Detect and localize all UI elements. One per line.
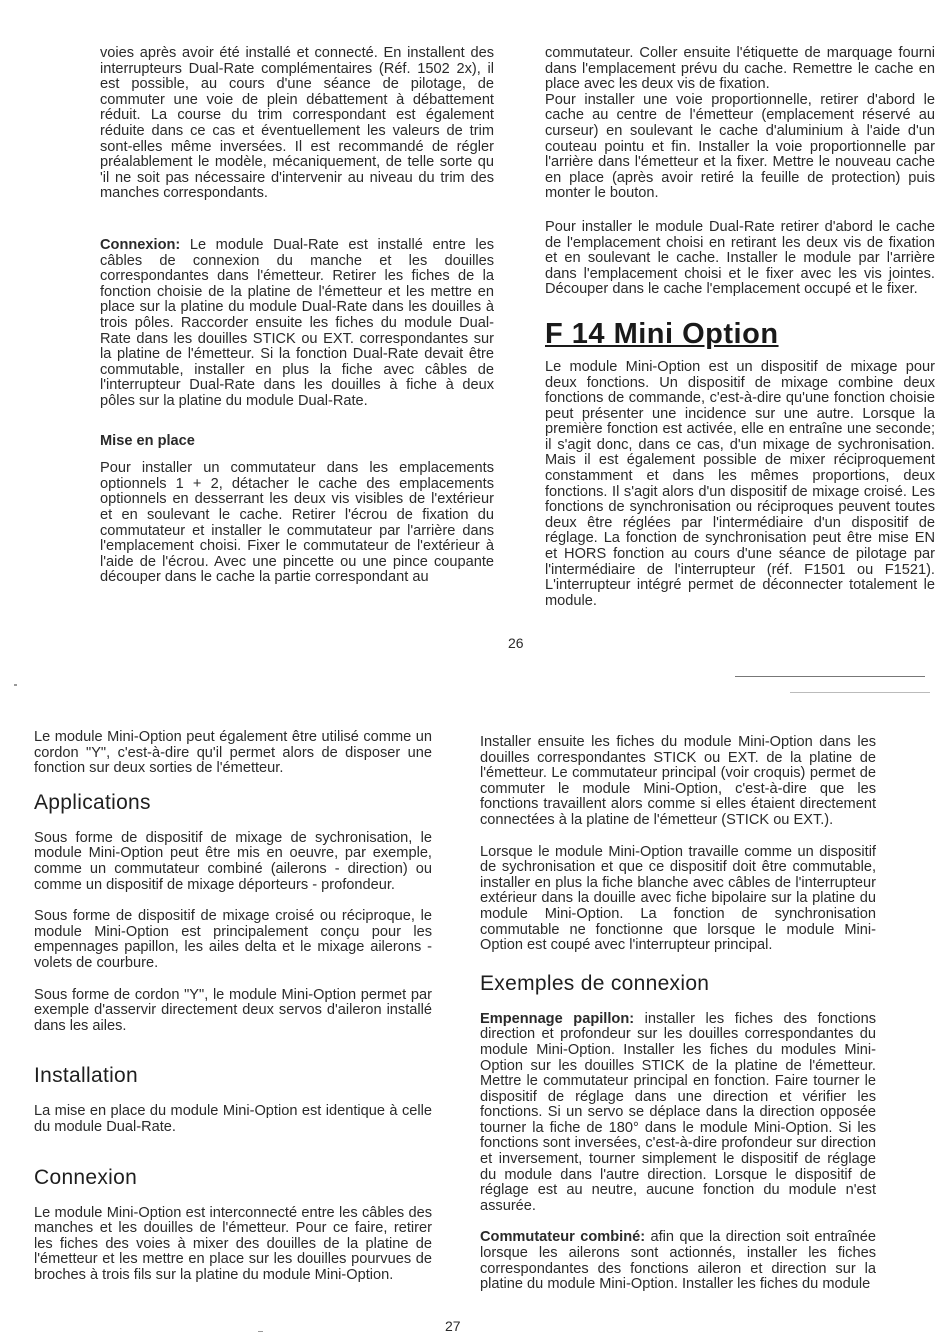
scan-speck (14, 684, 17, 686)
paragraph: Le module Mini-Option peut également être utilisé comme un cordon "Y", c'est-à-dire qu'il permet alors de disposer une fonction sur deux sorties de l'émetteur. (34, 729, 432, 777)
page-number: 26 (508, 635, 524, 651)
paragraph-text: installer les fiches des fonctions direction et profondeur sur les douilles correspondantes du module Mini-Option. Installer les fiches du modules Mini-Option sur les douilles STICK de la platine de l'émetteur. Mettre le commutateur principal en fonction. Faire tourner le dispositif de réglage dans une direction et vérifier les fonctions. Si un servo se déplace dans la direction opposée tourner la fiche de 180° dans le module Mini-Option. Si les fonctions sont inversées, c'est-à-dire profondeur sur direction et inversement, tourner simplement le dispositif de réglage du module dans l'autre direction. Lorsque le dispositif de réglage est au neutre, aucune fonction du module n'est assurée. (480, 1010, 876, 1214)
section-heading: Connexion (34, 1165, 138, 1189)
run-in-label: Commutateur combiné: (480, 1229, 646, 1246)
section-heading: Applications (34, 790, 151, 814)
paragraph: Le module Mini-Option est un dispositif de mixage pour deux fonctions. Un dispositif de mixage combine deux fonctions de commande, c'est-à-dire qu'une fonction choisie peut présenter une incidence sur une autre. Lorsque la première fonction est activée, elle en entraîne une seconde; il s'agit donc, dans ce cas, d'un mixage de sychronisation. Mais il est également possible de mixer réciproquement constamment et dans les mêmes proportions, deux fonctions. Il s'agit alors d'un dispositif de mixage croisé. Les fonctions de synchronisation ou réciproques peuvent toutes deux être réglées par l'intermédiaire d'un dispositif de réglage. La fonction de synchronisation peut être mise EN et HORS fonction au cours d'une séance de pilotage par l'intermédiaire de l'interrupteur (réf. F1501 ou F1521). L'interrupteur intégré permet de déconnecter totalement le module. (545, 358, 935, 609)
page-26-right-column (545, 46, 935, 609)
page-27-right-column (480, 735, 876, 1293)
paragraph: Lorsque le module Mini-Option travaille comme un dispositif de sychronisation et que ce dispositif doit être commutable, installer en plus la fiche blanche avec câbles de l'interrupteur extérieur dans la douille avec fiche bipolaire sur la platine du module Mini-Option. La fonction de synchronisation commutable ne fonctionne que lorsque le module Mini-Option est coupé avec l'interrupteur principal. (480, 843, 876, 954)
paragraph (100, 238, 494, 410)
section-heading: Installation (34, 1064, 138, 1088)
section-title: F 14 Mini Option (545, 317, 779, 350)
paragraph (480, 1230, 876, 1292)
paragraph: La mise en place du module Mini-Option est identique à celle du module Dual-Rate. (34, 1103, 432, 1135)
paragraph: Pour installer une voie proportionnelle, retirer d'abord le cache au centre de l'émetteur (emplacement réservé au curseur) en soulevant le cache d'aluminium à l'aide d'un couteau pointu et fin. Installer la voie proportionnelle par l'arrière dans l'émetteur et la fixer. Mettre le nouveau cache en place (après avoir retiré la feuille de protection) puis monter le bouton. (545, 91, 935, 202)
paragraph: Sous forme de dispositif de mixage de sychronisation, le module Mini-Option peut être mis en oeuvre, par exemple, comme un commutateur combiné (ailerons - direction) ou comme un dispositif de mixage déporteurs - profondeur. (34, 829, 432, 893)
run-in-label: Connexion: (100, 237, 181, 253)
paragraph (480, 1012, 876, 1215)
paragraph: Pour installer le module Dual-Rate retirer d'abord le cache de l'emplacement choisi en retirant les deux vis de fixation et en soulevant le cache. Installer le module par l'arrière dans l'emplacement choisi et le fixer avec les vis jointes. Découper dans le cache l'emplacement occupé et le fixer. (545, 218, 935, 298)
page-separator-line (790, 692, 930, 693)
run-in-label: Empennage papillon: (480, 1010, 635, 1027)
paragraph: Sous forme de cordon "Y", le module Mini-Option permet par exemple d'asservir directement deux servos d'aileron installé dans les ailes. (34, 986, 432, 1034)
subheading: Mise en place (100, 432, 195, 449)
paragraph: Le module Mini-Option est interconnecté entre les câbles des manches et les douilles de l'émetteur. Pour ce faire, retirer les fiches des voies à mixer des douilles de la platine de l'émetteur et les mettre en place sur les douilles pourvues de broches à trois fils sur la platine du module Mini-Option. (34, 1204, 432, 1283)
paragraph: commutateur. Coller ensuite l'étiquette de marquage fourni dans l'emplacement prévu du cache. Remettre le cache en place avec les deux vis de fixation. (545, 45, 935, 93)
paragraph-text: afin que la direction soit entraînée lorsque les ailerons sont actionnés, installer les fiches correspondantes des fonctions aileron et direction sur la platine du module Mini-Option. Installer les fiches du module (480, 1229, 876, 1293)
page-27-left-column (34, 730, 432, 1283)
paragraph: Sous forme de dispositif de mixage croisé ou réciproque, le module Mini-Option est principalement conçu pour les empennages papillon, les ailes delta et le mixage ailerons - volets de courbure. (34, 908, 432, 971)
scan-speck (258, 1331, 263, 1332)
page-number: 27 (445, 1318, 461, 1334)
page-separator-line (735, 676, 925, 677)
page-26-left-column (100, 46, 494, 586)
paragraph-text: Le module Dual-Rate est installé entre les câbles de connexion du manche et les douilles correspondantes dans l'émetteur. Retirer les fiches de la fonction choisie de la platine de l'émetteur et les mettre en place sur la platine du module Dual-Rate dans les douilles à trois pôles. Raccorder ensuite les fiches du module Dual-Rate dans les douilles STICK ou EXT. correspondantes sur la platine de l'émetteur. Si la fonction Dual-Rate devait être commutable, installer en plus la fiche avec câbles de l'interrupteur Dual-Rate dans les douilles à fiche à deux pôles sur la platine du module Dual-Rate. (100, 237, 494, 409)
section-heading: Exemples de connexion (480, 971, 710, 995)
paragraph: Installer ensuite les fiches du module Mini-Option dans les douilles correspondantes STICK ou EXT. de la platine de l'émetteur. Le commutateur principal (voir croquis) permet de commuter le module Mini-Option, c'est-à-dire que les fonctions travaillent alors comme si elles étaient directement connectées à la platine de l'émetteur (STICK ou EXT.). (480, 734, 876, 828)
paragraph: Pour installer un commutateur dans les emplacements optionnels 1 + 2, détacher le cache des emplacements optionnels en desserrant les deux vis visibles de l'extérieur et en soulevant le cache. Retirer l'écrou de fixation du commutateur et installer le commutateur par l'arrière dans l'emplacement choisi. Fixer le commutateur de l'extérieur à l'aide de l'écrou. Avec une pincette ou une pince coupante découper dans le cache la partie correspondant au (100, 460, 494, 586)
paragraph: voies après avoir été installé et connecté. En installent des interrupteurs Dual-Rate complémentaires (Réf. 1502 2x), il est possible, au cours d'une séance de pilotage, de commuter une voie de plein débattement à débattement réduit. La course du trim correspondant est également réduite dans ce cas et éventuellement les valeurs de trim sont-elles même inversées. Il est recommandé de régler préalablement le modèle, mécaniquement, de telle sorte qu 'il ne soit pas nécessaire d'intervenir au niveau du trim des manches correspondants. (100, 45, 494, 202)
